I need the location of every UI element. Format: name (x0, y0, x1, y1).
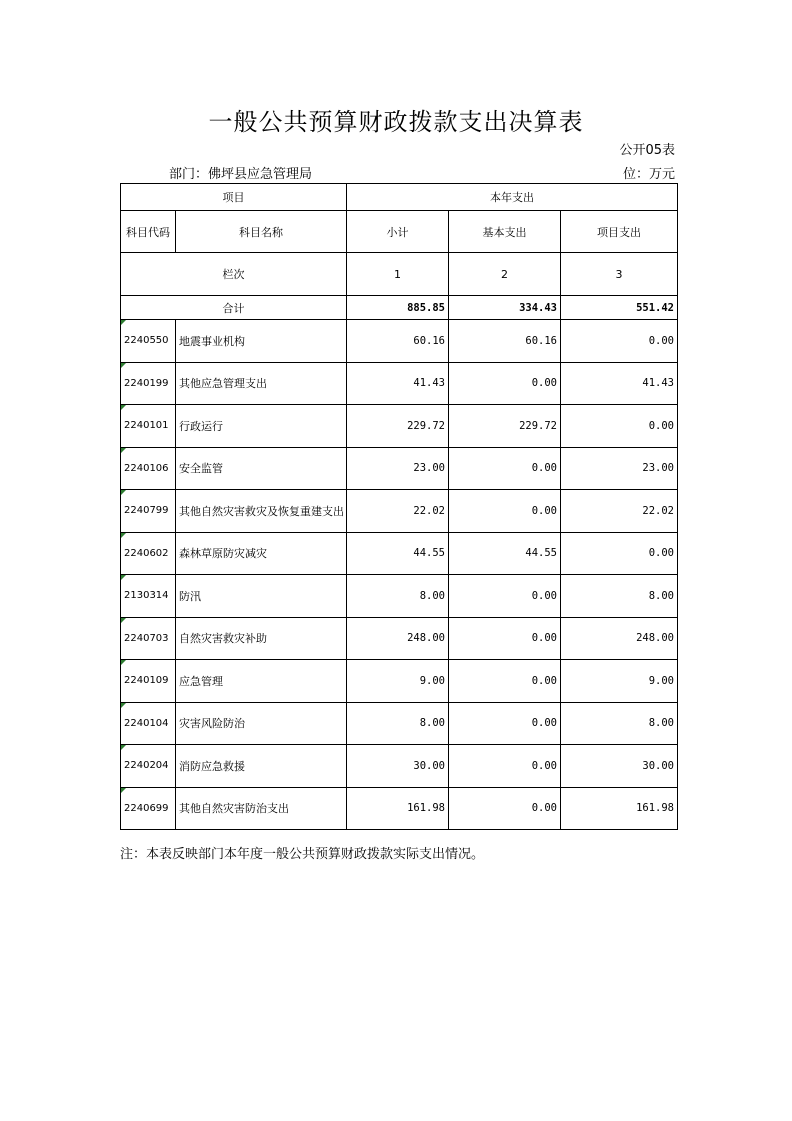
subject-name: 其他自然灾害救灾及恢复重建支出 (176, 490, 347, 533)
subtotal-value: 161.98 (347, 787, 449, 830)
subtotal-value: 22.02 (347, 490, 449, 533)
lanci-row (121, 253, 678, 296)
subtotal-value: 248.00 (347, 617, 449, 660)
project-value: 8.00 (561, 702, 678, 745)
subject-code: 2240101 (121, 405, 176, 448)
subtotal-value: 60.16 (347, 320, 449, 363)
project-value: 0.00 (561, 320, 678, 363)
subtotal-value: 30.00 (347, 745, 449, 788)
basic-value: 0.00 (449, 490, 561, 533)
subject-name: 行政运行 (176, 405, 347, 448)
subtotal-value: 229.72 (347, 405, 449, 448)
subject-name: 森林草原防灾减灾 (176, 532, 347, 575)
col-code-header: 科目代码 (121, 211, 176, 253)
subtotal-value: 41.43 (347, 362, 449, 405)
project-value: 8.00 (561, 575, 678, 618)
subtotal-value: 8.00 (347, 702, 449, 745)
subject-name: 防汛 (176, 575, 347, 618)
total-basic: 334.43 (449, 296, 561, 320)
subject-code: 2240602 (121, 532, 176, 575)
project-value: 161.98 (561, 787, 678, 830)
basic-value: 0.00 (449, 617, 561, 660)
subject-name: 消防应急救援 (176, 745, 347, 788)
project-value: 23.00 (561, 447, 678, 490)
expenditure-table (120, 183, 678, 830)
project-value: 41.43 (561, 362, 678, 405)
header-current-year: 本年支出 (347, 184, 678, 211)
basic-value: 0.00 (449, 702, 561, 745)
total-label: 合计 (121, 296, 347, 320)
basic-value: 0.00 (449, 447, 561, 490)
project-value: 248.00 (561, 617, 678, 660)
basic-value: 0.00 (449, 575, 561, 618)
col-subtotal-header: 小计 (347, 211, 449, 253)
table-row (121, 532, 678, 575)
subtotal-value: 23.00 (347, 447, 449, 490)
basic-value: 0.00 (449, 787, 561, 830)
subtotal-value: 44.55 (347, 532, 449, 575)
subject-name: 应急管理 (176, 660, 347, 703)
unit-label: 位：万元 (622, 167, 675, 182)
project-value: 9.00 (561, 660, 678, 703)
subject-code: 2240799 (121, 490, 176, 533)
lanci-2: 2 (449, 253, 561, 296)
header-row-2 (121, 211, 678, 253)
subject-code: 2240703 (121, 617, 176, 660)
project-value: 30.00 (561, 745, 678, 788)
basic-value: 0.00 (449, 362, 561, 405)
subject-name: 其他应急管理支出 (176, 362, 347, 405)
project-value: 22.02 (561, 490, 678, 533)
lanci-label: 栏次 (121, 253, 347, 296)
total-subtotal: 885.85 (347, 296, 449, 320)
subtotal-value: 9.00 (347, 660, 449, 703)
subject-name: 其他自然灾害防治支出 (176, 787, 347, 830)
table-row (121, 787, 678, 830)
form-number: 公开05表 (619, 143, 675, 158)
subject-name: 地震事业机构 (176, 320, 347, 363)
col-project-header: 项目支出 (561, 211, 678, 253)
subject-code: 2240699 (121, 787, 176, 830)
subject-code: 2240204 (121, 745, 176, 788)
subject-code: 2240104 (121, 702, 176, 745)
subject-name: 安全监管 (176, 447, 347, 490)
col-name-header: 科目名称 (176, 211, 347, 253)
table-row (121, 575, 678, 618)
project-value: 0.00 (561, 532, 678, 575)
table-row (121, 702, 678, 745)
basic-value: 60.16 (449, 320, 561, 363)
table-row (121, 660, 678, 703)
header-item: 项目 (121, 184, 347, 211)
project-value: 0.00 (561, 405, 678, 448)
subject-name: 灾害风险防治 (176, 702, 347, 745)
lanci-3: 3 (561, 253, 678, 296)
total-row (121, 296, 678, 320)
subject-code: 2130314 (121, 575, 176, 618)
footnote: 注：本表反映部门本年度一般公共预算财政拨款实际支出情况。 (120, 847, 485, 862)
table-row (121, 405, 678, 448)
lanci-1: 1 (347, 253, 449, 296)
basic-value: 0.00 (449, 745, 561, 788)
basic-value: 229.72 (449, 405, 561, 448)
subtotal-value: 8.00 (347, 575, 449, 618)
table-row (121, 447, 678, 490)
subject-code: 2240550 (121, 320, 176, 363)
subject-code: 2240106 (121, 447, 176, 490)
basic-value: 44.55 (449, 532, 561, 575)
col-basic-header: 基本支出 (449, 211, 561, 253)
header-row-1 (121, 184, 678, 211)
subject-code: 2240199 (121, 362, 176, 405)
report-title: 一般公共预算财政拨款支出决算表 (208, 108, 584, 136)
basic-value: 0.00 (449, 660, 561, 703)
table-row (121, 320, 678, 363)
subject-name: 自然灾害救灾补助 (176, 617, 347, 660)
table-row (121, 745, 678, 788)
table-row (121, 617, 678, 660)
total-project: 551.42 (561, 296, 678, 320)
subject-code: 2240109 (121, 660, 176, 703)
department-label: 部门：佛坪县应急管理局 (169, 167, 313, 182)
table-row (121, 490, 678, 533)
table-row (121, 362, 678, 405)
